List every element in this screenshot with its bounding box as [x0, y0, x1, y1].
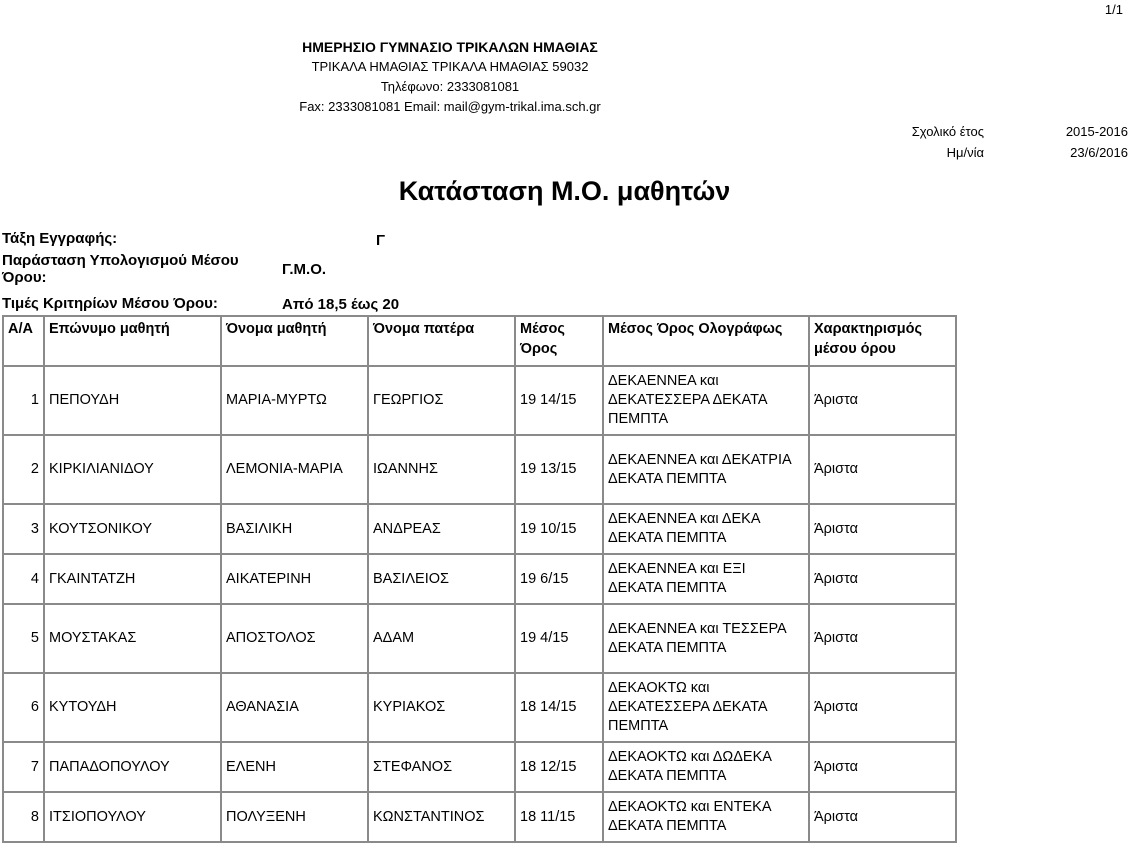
calc-label: Παράσταση Υπολογισμού Μέσου Όρου:: [2, 252, 239, 286]
cell-name: ΑΙΚΑΤΕΡΙΝΗ: [221, 554, 368, 604]
cell-name: ΕΛΕΝΗ: [221, 742, 368, 792]
cell-surname: ΓΚΑΙΝΤΑΤΖΗ: [44, 554, 221, 604]
table-row: [3, 366, 956, 435]
table-row: [3, 742, 956, 792]
cell-aa: 4: [3, 554, 44, 604]
class-value: Γ: [376, 232, 386, 249]
cell-aa: 8: [3, 792, 44, 842]
cell-average-words: ΔΕΚΑΟΚΤΩ και ΔΩΔΕΚΑ ΔΕΚΑΤΑ ΠΕΜΠΤΑ: [603, 742, 809, 792]
cell-surname: ΚΙΡΚΙΛΙΑΝΙΔΟΥ: [44, 435, 221, 504]
report-meta: [880, 121, 1128, 163]
cell-aa: 6: [3, 673, 44, 742]
class-criterion: [2, 228, 385, 249]
header-average: Μέσος Όρος: [515, 316, 603, 366]
cell-father: ΙΩΑΝΝΗΣ: [368, 435, 515, 504]
cell-average: 18 11/15: [515, 792, 603, 842]
cell-father: ΑΔΑΜ: [368, 604, 515, 673]
cell-grade: Άριστα: [809, 673, 956, 742]
school-name: ΗΜΕΡΗΣΙΟ ΓΥΜΝΑΣΙΟ ΤΡΙΚΑΛΩΝ ΗΜΑΘΙΑΣ: [302, 39, 598, 55]
cell-father: ΚΩΝΣΤΑΝΤΙΝΟΣ: [368, 792, 515, 842]
cell-name: ΑΘΑΝΑΣΙΑ: [221, 673, 368, 742]
calc-criterion: [2, 252, 326, 286]
cell-grade: Άριστα: [809, 742, 956, 792]
cell-name: ΛΕΜΟΝΙΑ-ΜΑΡΙΑ: [221, 435, 368, 504]
header-grade: Χαρακτηρισμός μέσου όρου: [809, 316, 956, 366]
table-row: [3, 604, 956, 673]
cell-average: 19 13/15: [515, 435, 603, 504]
school-fax-email: Fax: 2333081081 Email: mail@gym-trikal.ima.sch.gr: [299, 99, 601, 114]
cell-father: ΣΤΕΦΑΝΟΣ: [368, 742, 515, 792]
range-label: Τιμές Κριτηρίων Μέσου Όρου:: [2, 294, 218, 312]
calc-value: Γ.Μ.Ο.: [282, 260, 327, 278]
date-row: [880, 142, 1128, 163]
school-year-label: Σχολικό έτος: [911, 124, 984, 139]
cell-average-words: ΔΕΚΑΕΝΝΕΑ και ΔΕΚΑ ΔΕΚΑΤΑ ΠΕΜΠΤΑ: [603, 504, 809, 554]
cell-average: 18 14/15: [515, 673, 603, 742]
header-average-words: Μέσος Όρος Ολογράφως: [603, 316, 809, 366]
table-row: [3, 554, 956, 604]
cell-average-words: ΔΕΚΑΕΝΝΕΑ και ΔΕΚΑΤΡΙΑ ΔΕΚΑΤΑ ΠΕΜΠΤΑ: [603, 435, 809, 504]
cell-father: ΒΑΣΙΛΕΙΟΣ: [368, 554, 515, 604]
cell-aa: 5: [3, 604, 44, 673]
cell-average-words: ΔΕΚΑΕΝΝΕΑ και ΔΕΚΑΤΕΣΣΕΡΑ ΔΕΚΑΤΑ ΠΕΜΠΤΑ: [603, 366, 809, 435]
table-row: [3, 504, 956, 554]
cell-name: ΑΠΟΣΤΟΛΟΣ: [221, 604, 368, 673]
cell-surname: ΙΤΣΙΟΠΟΥΛΟΥ: [44, 792, 221, 842]
cell-grade: Άριστα: [809, 366, 956, 435]
cell-average-words: ΔΕΚΑΟΚΤΩ και ΕΝΤΕΚΑ ΔΕΚΑΤΑ ΠΕΜΠΤΑ: [603, 792, 809, 842]
cell-name: ΒΑΣΙΛΙΚΗ: [221, 504, 368, 554]
students-table: [2, 315, 957, 843]
date-label: Ημ/νία: [946, 145, 984, 160]
cell-name: ΜΑΡΙΑ-ΜΥΡΤΩ: [221, 366, 368, 435]
cell-surname: ΠΕΠΟΥΔΗ: [44, 366, 221, 435]
school-address: ΤΡΙΚΑΛΑ ΗΜΑΘΙΑΣ ΤΡΙΚΑΛΑ ΗΜΑΘΙΑΣ 59032: [311, 59, 589, 74]
header-surname: Επώνυμο μαθητή: [44, 316, 221, 366]
header-father: Όνομα πατέρα: [368, 316, 515, 366]
cell-name: ΠΟΛΥΞΕΝΗ: [221, 792, 368, 842]
cell-surname: ΠΑΠΑΔΟΠΟΥΛΟΥ: [44, 742, 221, 792]
range-criterion: [2, 293, 399, 313]
range-value: Από 18,5 έως 20: [282, 296, 400, 313]
cell-average-words: ΔΕΚΑΟΚΤΩ και ΔΕΚΑΤΕΣΣΕΡΑ ΔΕΚΑΤΑ ΠΕΜΠΤΑ: [603, 673, 809, 742]
cell-grade: Άριστα: [809, 554, 956, 604]
table-row: [3, 673, 956, 742]
cell-aa: 3: [3, 504, 44, 554]
cell-father: ΑΝΔΡΕΑΣ: [368, 504, 515, 554]
cell-average: 19 14/15: [515, 366, 603, 435]
cell-average-words: ΔΕΚΑΕΝΝΕΑ και ΤΕΣΣΕΡΑ ΔΕΚΑΤΑ ΠΕΜΠΤΑ: [603, 604, 809, 673]
cell-average: 18 12/15: [515, 742, 603, 792]
cell-average: 19 6/15: [515, 554, 603, 604]
table-row: [3, 435, 956, 504]
table-header-row: [3, 316, 956, 366]
cell-average: 19 4/15: [515, 604, 603, 673]
report-title: Κατάσταση Μ.Ο. μαθητών: [398, 176, 731, 206]
cell-grade: Άριστα: [809, 792, 956, 842]
cell-grade: Άριστα: [809, 504, 956, 554]
cell-father: ΓΕΩΡΓΙΟΣ: [368, 366, 515, 435]
school-phone: Τηλέφωνο: 2333081081: [380, 79, 520, 94]
header-name: Όνομα μαθητή: [221, 316, 368, 366]
school-year-row: [880, 121, 1128, 142]
cell-surname: ΚΥΤΟΥΔΗ: [44, 673, 221, 742]
cell-surname: ΜΟΥΣΤΑΚΑΣ: [44, 604, 221, 673]
cell-aa: 1: [3, 366, 44, 435]
table-row: [3, 792, 956, 842]
cell-aa: 7: [3, 742, 44, 792]
cell-average: 19 10/15: [515, 504, 603, 554]
cell-grade: Άριστα: [809, 604, 956, 673]
school-year-value: 2015-2016: [1065, 124, 1128, 139]
class-label: Τάξη Εγγραφής:: [2, 230, 118, 247]
cell-father: ΚΥΡΙΑΚΟΣ: [368, 673, 515, 742]
cell-aa: 2: [3, 435, 44, 504]
cell-grade: Άριστα: [809, 435, 956, 504]
header-aa: Α/Α: [3, 316, 44, 366]
page-number: 1/1: [1104, 2, 1123, 17]
cell-average-words: ΔΕΚΑΕΝΝΕΑ και ΕΞΙ ΔΕΚΑΤΑ ΠΕΜΠΤΑ: [603, 554, 809, 604]
date-value: 23/6/2016: [1070, 145, 1128, 160]
school-header: [250, 37, 650, 117]
cell-surname: ΚΟΥΤΣΟΝΙΚΟΥ: [44, 504, 221, 554]
